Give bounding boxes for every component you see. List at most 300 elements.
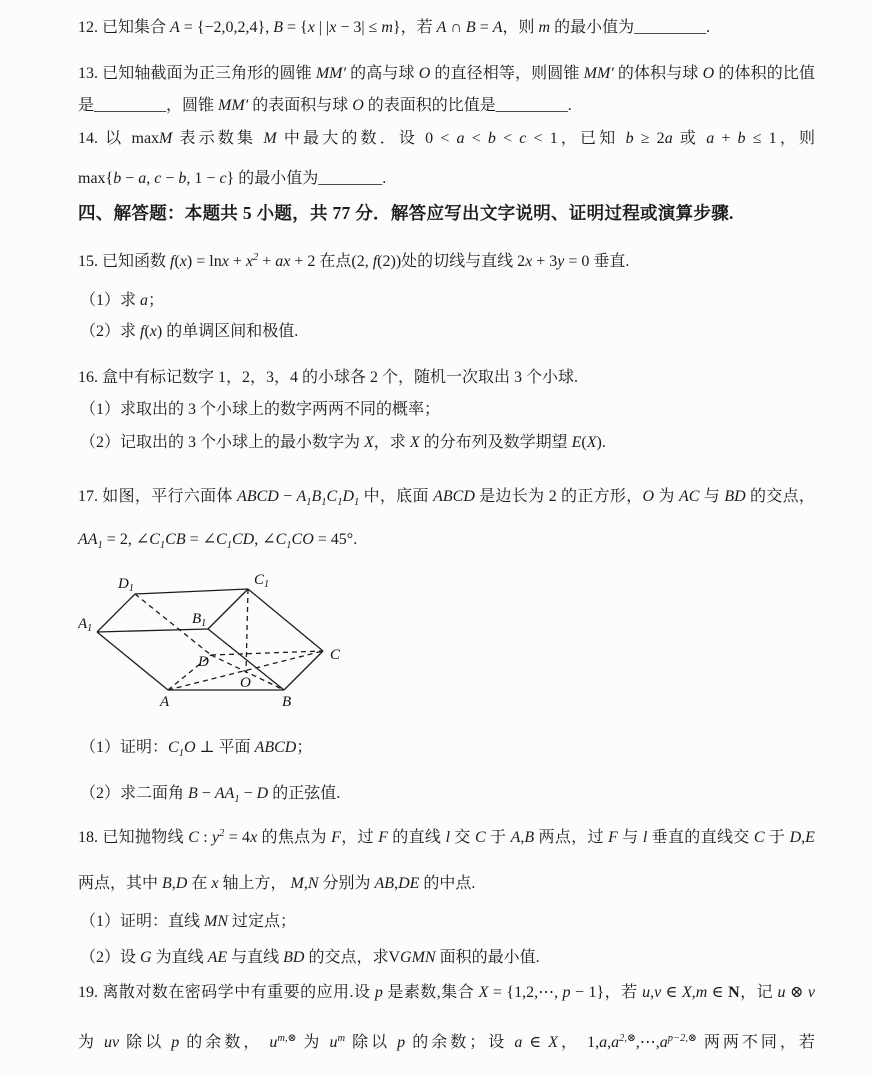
text-segment: ABCD [433, 488, 475, 505]
text-segment: 与直线 [227, 949, 284, 966]
text-segment: ∩ [446, 19, 466, 36]
text-segment: 为 [296, 1034, 330, 1051]
text-segment: (2, [351, 253, 373, 270]
text-segment: b [113, 170, 122, 187]
text-segment: p−2,⊗ [667, 1033, 697, 1044]
answer-blank: _________ [634, 19, 707, 36]
figure-edge-D-C [211, 651, 323, 655]
text-segment: 与 [617, 829, 643, 846]
vertex-label-C1: $C_1$ [254, 572, 270, 590]
text-segment: 除以 [345, 1034, 398, 1051]
text-segment: 的正弦值. [268, 785, 341, 802]
text-segment: B [188, 785, 198, 802]
text-segment: 中，底面 [359, 488, 434, 505]
text-segment: x [149, 323, 157, 340]
text-segment: , [607, 1034, 612, 1051]
text-segment: 的余数， [179, 1034, 270, 1051]
text-segment: m [337, 1033, 346, 1044]
text-segment: − [278, 488, 297, 505]
text-segment: f [170, 253, 175, 270]
text-segment: = ∠ [185, 531, 217, 548]
text-segment: O [702, 65, 715, 82]
text-segment: 1 [234, 794, 240, 805]
text-segment: , 1 − [186, 170, 220, 187]
text-segment: B [465, 19, 476, 36]
text-segment: ， 1, [558, 1034, 600, 1051]
q13-line-2 [78, 94, 815, 118]
text-segment: BD [283, 949, 305, 966]
text-segment: 两两不同，若 [696, 1034, 815, 1051]
text-segment: 中最大的数．设 0 < [276, 130, 457, 147]
text-segment: u [777, 984, 786, 1001]
text-segment: ABCD [237, 488, 279, 505]
text-segment: f [372, 253, 378, 270]
q12-line [78, 16, 815, 40]
text-segment: a [664, 130, 673, 147]
text-segment: DE [398, 875, 420, 892]
text-segment: CD [231, 531, 255, 548]
vertex-label-B: B [282, 694, 292, 710]
q16-part-2 [80, 431, 817, 455]
text-segment: 2,⊗ [619, 1033, 636, 1044]
text-segment: 1 [97, 540, 103, 551]
text-segment: ≥ 2 [633, 130, 665, 147]
text-segment: D [789, 829, 802, 846]
text-segment: A [170, 19, 180, 36]
text-segment: l [445, 829, 451, 846]
text-segment: f [140, 323, 145, 340]
text-segment: D [342, 488, 355, 505]
text-segment: = {−2,0,2,4}, [179, 19, 274, 36]
q17-part-2 [80, 782, 817, 808]
text-segment: 的交点，求V [304, 949, 401, 966]
text-segment: 1 [354, 497, 360, 508]
q15-line [78, 250, 815, 276]
text-segment: a [514, 1034, 523, 1051]
q16-part-1 [80, 398, 817, 422]
figure-edge-D1-C1 [135, 589, 248, 594]
q17-line-1 [78, 485, 815, 511]
text-segment: F [608, 829, 618, 846]
text-segment: + [714, 130, 738, 147]
figure-edge-A1-D1 [97, 594, 135, 632]
text-segment: 1 [337, 497, 343, 508]
text-segment: = 0 垂直. [564, 253, 630, 270]
q17-line-2 [78, 528, 815, 554]
vertex-label-B1: $B_1$ [192, 611, 207, 629]
text-segment: C [275, 531, 287, 548]
text-segment: m [381, 19, 393, 36]
text-segment: 2 [252, 252, 259, 263]
text-segment: , [171, 875, 176, 892]
text-segment: （2）求 [80, 323, 141, 340]
text-segment: . [706, 19, 711, 36]
text-segment: uv [104, 1034, 120, 1051]
text-segment: D [256, 785, 269, 802]
text-segment: b [625, 130, 634, 147]
text-segment: c [519, 130, 527, 147]
text-segment: （1）求取出的 3 个小球上的数字两两不同的概率； [80, 401, 441, 418]
text-segment: , [691, 984, 696, 1001]
text-segment: + [258, 253, 276, 270]
text-segment: − [239, 785, 257, 802]
text-segment: 1 [286, 540, 292, 551]
text-segment: ，过 [340, 829, 379, 846]
text-segment: 19. 离散对数在密码学中有重要的应用.设 [78, 984, 375, 1001]
text-segment: a [659, 1034, 668, 1051]
text-segment: （2）求二面角 [80, 785, 189, 802]
text-segment: X [478, 984, 489, 1001]
text-segment: X [586, 434, 597, 451]
text-segment: ∈ [707, 984, 729, 1001]
vertex-label-O: O [240, 675, 251, 691]
text-segment: 于 [485, 829, 511, 846]
text-segment: 1 [306, 497, 312, 508]
answer-blank: _________ [94, 97, 167, 114]
text-segment: p [397, 1034, 406, 1051]
text-segment: C [475, 829, 486, 846]
text-segment: ,⋯, [635, 1034, 660, 1051]
text-segment: b [487, 130, 496, 147]
text-segment: 与 [699, 488, 725, 505]
text-segment: 于 [764, 829, 790, 846]
text-segment: AC [679, 488, 700, 505]
q18-line-1 [78, 826, 815, 852]
text-segment: 分别为 [318, 875, 375, 892]
text-segment: m [538, 19, 551, 36]
text-segment: C [753, 829, 765, 846]
text-segment: 17. 如图，平行六面体 [78, 488, 238, 505]
figure-edge-C1-C [248, 589, 323, 651]
text-segment: F [331, 829, 341, 846]
text-segment: 四、解答题：本题共 5 小题，共 77 分．解答应写出文字说明、证明过程或演算步骤. [78, 203, 734, 223]
text-segment: 的焦点为 [257, 829, 332, 846]
text-segment: CB [165, 531, 186, 548]
text-segment: M [159, 130, 173, 147]
text-segment: B [162, 875, 172, 892]
text-segment: 15. 已知函数 [78, 253, 171, 270]
text-segment: ( [144, 323, 150, 340]
text-segment: O [642, 488, 655, 505]
text-segment: 的表面积与球 [248, 97, 353, 114]
text-segment: 是边长为 2 的正方形， [474, 488, 643, 505]
text-segment: C [149, 531, 160, 548]
text-segment: ) = ln [186, 253, 222, 270]
text-segment: + [228, 253, 246, 270]
text-segment: , [650, 984, 655, 1001]
text-segment: u [642, 984, 651, 1001]
text-segment: (2)) [377, 253, 402, 270]
text-segment: , [801, 829, 806, 846]
text-segment: = { [282, 19, 308, 36]
text-segment: < 1，已知 [526, 130, 626, 147]
text-segment: G [140, 949, 152, 966]
text-segment: 交 [450, 829, 475, 846]
text-segment: − 1}，若 [570, 984, 643, 1001]
text-segment: ax [275, 253, 291, 270]
text-segment: 2 [219, 828, 225, 839]
text-segment: ； [296, 739, 313, 756]
text-segment: . [567, 97, 572, 114]
text-segment: M [263, 130, 277, 147]
text-segment: 1 [178, 748, 184, 759]
text-segment: MM′ [583, 65, 614, 82]
text-segment: AB [374, 875, 395, 892]
text-segment: . [382, 170, 387, 187]
q17-part-1 [80, 736, 817, 762]
text-segment: D [175, 875, 188, 892]
text-segment: 的体积的比值 [714, 65, 815, 82]
text-segment: c [219, 170, 227, 187]
q18-part-2 [80, 946, 817, 970]
text-segment: 的直径相等，则圆锥 [430, 65, 584, 82]
vertex-label-D: D [198, 654, 209, 670]
text-segment: C [326, 488, 338, 505]
text-segment: ⊗ [785, 984, 808, 1001]
text-segment: m [695, 984, 708, 1001]
text-segment: + 3 [532, 253, 558, 270]
text-segment: ，求 [373, 434, 410, 451]
text-segment: a [599, 1034, 608, 1051]
text-segment: GMN [400, 949, 436, 966]
text-segment: x [329, 19, 337, 36]
text-segment: A [492, 19, 503, 36]
text-segment: B [524, 829, 535, 846]
text-segment: ≤ 1，则 [745, 130, 815, 147]
q13-line-1 [78, 62, 815, 86]
text-segment: MM′ [218, 97, 249, 114]
text-segment: p [171, 1034, 180, 1051]
text-segment: AE [207, 949, 228, 966]
text-segment: A [510, 829, 521, 846]
q18-line-2 [78, 872, 815, 896]
text-segment: （1）证明：直线 [80, 913, 205, 930]
text-segment: }，若 [392, 19, 437, 36]
text-segment: ⊥ 平面 [195, 739, 255, 756]
text-segment: ，圆锥 [166, 97, 219, 114]
text-segment: CO [291, 531, 314, 548]
text-segment: = {1,2,⋯, [488, 984, 563, 1001]
text-segment: − [161, 170, 179, 187]
text-segment: 两点，过 [534, 829, 609, 846]
text-segment: C [168, 739, 179, 756]
text-segment: 的分布列及数学期望 [419, 434, 572, 451]
figure-edge-A1-B1 [97, 629, 208, 632]
text-segment: 是 [78, 97, 95, 114]
text-segment: （2）记取出的 3 个小球上的最小数字为 [80, 434, 365, 451]
text-segment: ). [596, 434, 606, 451]
text-segment: x [221, 253, 229, 270]
text-segment: = [475, 19, 493, 36]
text-segment: 或 [672, 130, 707, 147]
text-segment: 处的切线与直线 2 [401, 253, 526, 270]
vertex-label-A: A [160, 694, 170, 710]
text-segment: a [611, 1034, 620, 1051]
text-segment: 的直线 [387, 829, 446, 846]
text-segment: E [571, 434, 582, 451]
vertex-label-C: C [330, 647, 341, 663]
text-segment: 12. 已知集合 [78, 19, 171, 36]
text-segment: 的余数；设 [405, 1034, 515, 1051]
text-segment: B [311, 488, 322, 505]
q19-line-2 [78, 1031, 815, 1057]
figure-edge-B-C [284, 651, 323, 690]
text-segment: 的高与球 [346, 65, 419, 82]
text-segment: x [179, 253, 187, 270]
text-segment: 的体积与球 [613, 65, 703, 82]
text-segment: ，则 [502, 19, 539, 36]
text-segment: a [140, 292, 149, 309]
text-segment: ( [581, 434, 587, 451]
text-segment: : [198, 829, 213, 846]
text-segment: O [352, 97, 364, 114]
text-segment: 为直线 [151, 949, 208, 966]
text-segment: F [378, 829, 388, 846]
text-segment: 除以 [119, 1034, 172, 1051]
text-segment: + 2 在点 [290, 253, 352, 270]
text-segment: x [525, 253, 533, 270]
text-segment: ) 的单调区间和极值. [156, 323, 299, 340]
parallelepiped-figure [78, 570, 348, 712]
text-segment: 在 [187, 875, 212, 892]
text-segment: x [307, 19, 315, 36]
text-segment: C [216, 531, 227, 548]
section-heading [78, 201, 815, 225]
answer-blank: ________ [318, 170, 383, 187]
text-segment: b [737, 130, 746, 147]
text-segment: O [418, 65, 431, 82]
text-segment: A [436, 19, 447, 36]
text-segment: B [273, 19, 283, 36]
text-segment: } 的最小值为 [226, 170, 319, 187]
q14-line-2 [78, 167, 815, 191]
text-segment: ； [148, 292, 165, 309]
text-segment: x [245, 253, 253, 270]
text-segment: < [464, 130, 488, 147]
text-segment: MN [204, 913, 229, 930]
text-segment: 1 [321, 497, 327, 508]
figure-edge-B1-C1 [208, 589, 248, 629]
text-segment: 1 [226, 540, 232, 551]
text-segment: x [211, 875, 219, 892]
text-segment: 的表面积的比值是 [363, 97, 496, 114]
text-segment: a [456, 130, 465, 147]
q16-line [78, 366, 815, 390]
text-segment: u [269, 1034, 278, 1051]
text-segment: X [409, 434, 420, 451]
text-segment: O [183, 739, 196, 756]
text-segment: , [146, 170, 155, 187]
text-segment: 是素数,集合 [382, 984, 479, 1001]
text-segment: , ∠ [254, 531, 276, 548]
text-segment: a [706, 130, 715, 147]
text-segment: 16. 盒中有标记数字 1，2，3，4 的小球各 2 个，随机一次取出 3 个小球. [78, 369, 579, 386]
text-segment: 轴上方， [218, 875, 291, 892]
text-segment: − [197, 785, 215, 802]
text-segment: N [728, 984, 740, 1001]
text-segment: 面积的最小值. [435, 949, 540, 966]
text-segment: X [548, 1034, 559, 1051]
text-segment: 两点，其中 [78, 875, 163, 892]
text-segment: − 3| ≤ [336, 19, 382, 36]
text-segment: 为 [78, 1034, 105, 1051]
text-segment: 垂直的直线交 [647, 829, 754, 846]
vertex-label-D1: $D_1$ [118, 576, 134, 594]
q18-part-1 [80, 910, 817, 934]
text-segment: p [562, 984, 571, 1001]
vertex-label-A1: $A_1$ [78, 616, 93, 634]
text-segment: X [681, 984, 692, 1001]
text-segment: v [654, 984, 662, 1001]
text-segment: 表示数集 [172, 130, 264, 147]
text-segment: MM′ [315, 65, 346, 82]
text-segment: X [364, 434, 374, 451]
text-segment: 过定点； [228, 913, 297, 930]
text-segment: N [307, 875, 319, 892]
text-segment: p [374, 984, 383, 1001]
text-segment: = 4 [224, 829, 251, 846]
text-segment: AA [214, 785, 235, 802]
text-segment: b [178, 170, 187, 187]
text-segment: 为 [654, 488, 680, 505]
text-segment: A [296, 488, 307, 505]
q15-part-1 [80, 289, 817, 313]
text-segment: y [212, 829, 220, 846]
q15-part-2 [80, 320, 817, 344]
text-segment: x [250, 829, 258, 846]
text-segment: 13. 已知轴截面为正三角形的圆锥 [78, 65, 316, 82]
answer-blank: _________ [495, 97, 568, 114]
text-segment: a [138, 170, 147, 187]
text-segment: < [495, 130, 520, 147]
text-segment: ( [174, 253, 180, 270]
text-segment: ，记 [739, 984, 778, 1001]
text-segment: | | [314, 19, 330, 36]
text-segment: c [154, 170, 162, 187]
text-segment: BD [724, 488, 746, 505]
text-segment: （2）设 [80, 949, 141, 966]
text-segment: u [329, 1034, 338, 1051]
text-segment: E [805, 829, 815, 846]
text-segment: 的中点. [419, 875, 476, 892]
text-segment: 的最小值为 [550, 19, 635, 36]
text-segment: v [807, 984, 815, 1001]
text-segment: C [188, 829, 199, 846]
text-segment: − [121, 170, 139, 187]
text-segment: , [520, 829, 525, 846]
text-segment: （1）求 [80, 292, 141, 309]
q19-line-1 [78, 981, 815, 1005]
text-segment: max{ [78, 170, 114, 187]
text-segment: = 2, ∠ [102, 531, 150, 548]
text-segment: y [557, 253, 565, 270]
text-segment: , [303, 875, 308, 892]
text-segment: = 45°. [313, 531, 358, 548]
text-segment: 1 [159, 540, 166, 551]
text-segment: 18. 已知抛物线 [78, 829, 189, 846]
text-segment: m,⊗ [277, 1033, 297, 1044]
text-segment: ABCD [254, 739, 297, 756]
text-segment: 14. 以 max [78, 130, 160, 147]
text-segment: , [394, 875, 399, 892]
text-segment: （1）证明： [80, 739, 169, 756]
text-segment: M [290, 875, 304, 892]
text-segment: ∈ [522, 1034, 549, 1051]
text-segment: AA [78, 531, 98, 548]
q14-line-1 [78, 127, 815, 151]
text-segment: 的交点， [745, 488, 815, 505]
text-segment: l [642, 829, 648, 846]
